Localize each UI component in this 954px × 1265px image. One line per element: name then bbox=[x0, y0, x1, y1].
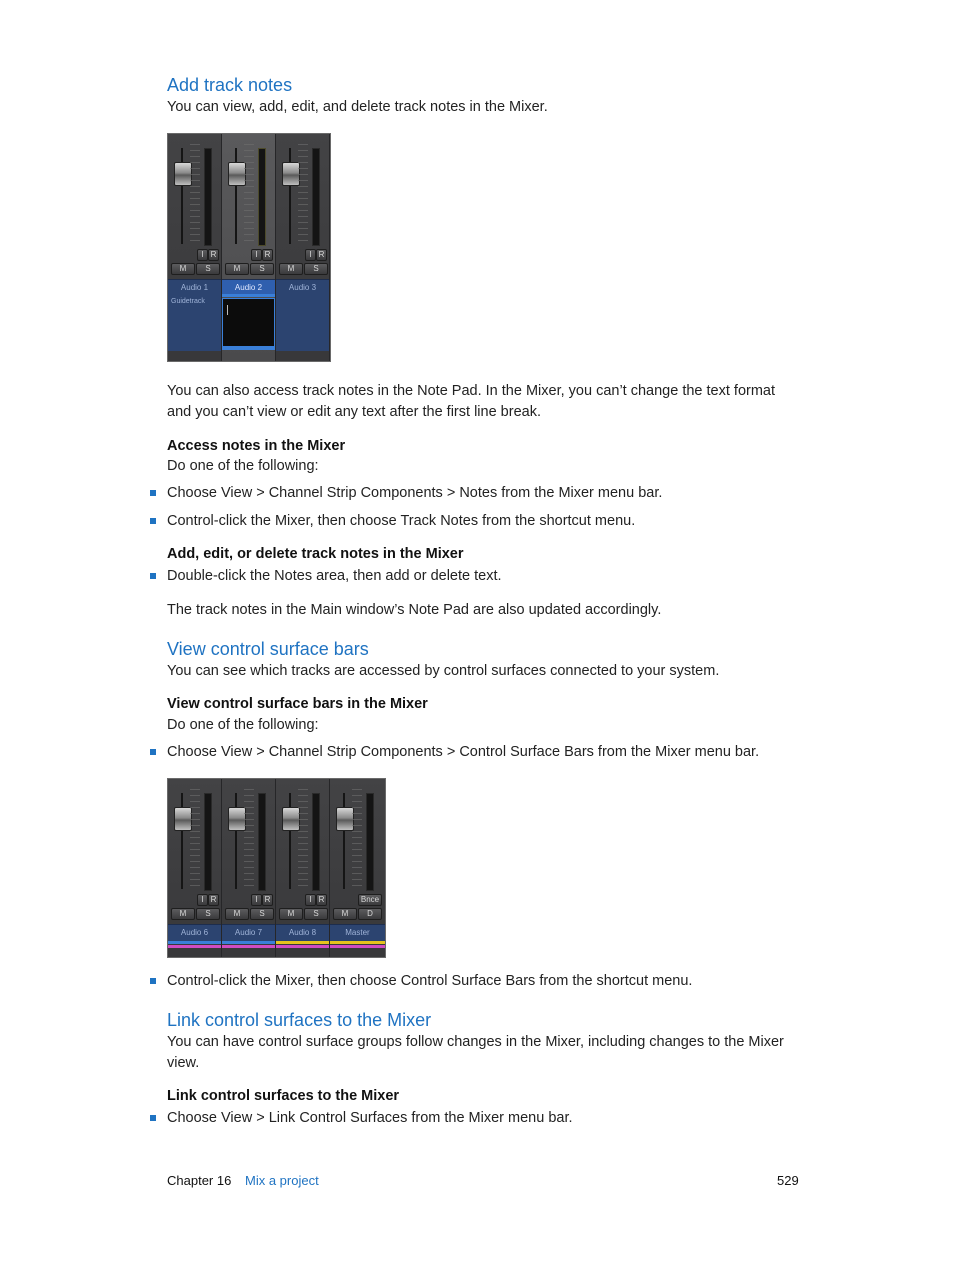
track-name[interactable]: Master bbox=[330, 924, 385, 941]
section-intro: You can view, add, edit, and delete track notes in the Mixer. bbox=[167, 99, 548, 115]
dim-button[interactable]: D bbox=[358, 908, 382, 920]
text-cursor-icon bbox=[227, 305, 228, 315]
bullet-icon bbox=[150, 518, 156, 524]
bullet-icon bbox=[150, 573, 156, 579]
section-heading-view-control-surface-bars: View control surface bars bbox=[167, 639, 369, 659]
level-meter bbox=[258, 793, 266, 891]
channel-strip-selected bbox=[222, 134, 276, 361]
level-meter bbox=[204, 148, 212, 246]
track-name[interactable]: Audio 1 bbox=[168, 279, 221, 296]
input-monitor-button[interactable]: I bbox=[305, 894, 316, 906]
mute-button[interactable]: M bbox=[333, 908, 357, 920]
page-number: 529 bbox=[777, 1173, 799, 1188]
task-title: Add, edit, or delete track notes in the Mixer bbox=[167, 546, 464, 562]
mixer-control-surface-screenshot bbox=[167, 778, 386, 958]
mixer-notes-screenshot bbox=[167, 133, 331, 362]
task-title: Access notes in the Mixer bbox=[167, 438, 346, 454]
level-meter bbox=[366, 793, 374, 891]
input-monitor-button[interactable]: I bbox=[305, 249, 316, 261]
paragraph: You can also access track notes in the Note Pad. In the Mixer, you can’t change the text format and you can’t view or edit any text after the first line break. bbox=[167, 383, 776, 420]
notes-area[interactable] bbox=[168, 296, 221, 351]
control-surface-bar bbox=[168, 945, 221, 948]
record-enable-button[interactable]: R bbox=[316, 894, 327, 906]
footer-chapter-link[interactable]: Mix a project bbox=[245, 1173, 319, 1188]
task-title: View control surface bars in the Mixer bbox=[167, 696, 428, 712]
control-surface-bar bbox=[330, 945, 385, 948]
record-enable-button[interactable]: R bbox=[262, 894, 273, 906]
mute-button[interactable]: M bbox=[171, 263, 195, 275]
bullet-icon bbox=[150, 1115, 156, 1121]
master-channel-strip bbox=[330, 779, 385, 957]
input-monitor-button[interactable]: I bbox=[197, 249, 208, 261]
bullet-icon bbox=[150, 490, 156, 496]
task-lead: Do one of the following: bbox=[167, 717, 319, 733]
solo-button[interactable]: S bbox=[250, 263, 274, 275]
control-surface-bar bbox=[222, 945, 275, 948]
task-title: Link control surfaces to the Mixer bbox=[167, 1088, 400, 1104]
track-name[interactable]: Audio 8 bbox=[276, 924, 329, 941]
track-name[interactable]: Audio 7 bbox=[222, 924, 275, 941]
bullet-icon bbox=[150, 749, 156, 755]
channel-strip bbox=[276, 134, 330, 361]
notes-edit-field[interactable] bbox=[222, 298, 275, 347]
control-surface-bar bbox=[330, 941, 385, 944]
solo-button[interactable]: S bbox=[196, 263, 220, 275]
bounce-button[interactable]: Bnce bbox=[358, 894, 382, 906]
solo-button[interactable]: S bbox=[196, 908, 220, 920]
mute-button[interactable]: M bbox=[279, 263, 303, 275]
level-meter bbox=[312, 148, 320, 246]
track-note-text: Guidetrack bbox=[171, 298, 205, 305]
channel-strip bbox=[222, 779, 276, 957]
level-meter bbox=[312, 793, 320, 891]
channel-strip bbox=[276, 779, 330, 957]
input-monitor-button[interactable]: I bbox=[251, 894, 262, 906]
mute-button[interactable]: M bbox=[225, 263, 249, 275]
control-surface-bar bbox=[276, 941, 329, 944]
channel-strip bbox=[168, 779, 222, 957]
level-meter bbox=[258, 148, 266, 246]
section-intro: You can see which tracks are accessed by control surfaces connected to your system. bbox=[167, 663, 720, 679]
section-intro: You can have control surface groups follow changes in the Mixer, including changes to the Mixer view. bbox=[167, 1034, 784, 1071]
record-enable-button[interactable]: R bbox=[208, 894, 219, 906]
mute-button[interactable]: M bbox=[225, 908, 249, 920]
track-name[interactable]: Audio 6 bbox=[168, 924, 221, 941]
input-monitor-button[interactable]: I bbox=[197, 894, 208, 906]
record-enable-button[interactable]: R bbox=[262, 249, 273, 261]
record-enable-button[interactable]: R bbox=[208, 249, 219, 261]
section-heading-link-control-surfaces: Link control surfaces to the Mixer bbox=[167, 1010, 432, 1030]
control-surface-bar bbox=[222, 941, 275, 944]
level-meter bbox=[204, 793, 212, 891]
control-surface-bar bbox=[276, 945, 329, 948]
solo-button[interactable]: S bbox=[304, 263, 328, 275]
solo-button[interactable]: S bbox=[250, 908, 274, 920]
notes-area[interactable] bbox=[276, 296, 329, 351]
footer-chapter: Chapter 16 bbox=[167, 1173, 232, 1188]
track-name[interactable]: Audio 3 bbox=[276, 279, 329, 296]
mute-button[interactable]: M bbox=[279, 908, 303, 920]
control-surface-bar bbox=[168, 941, 221, 944]
channel-strip bbox=[168, 134, 222, 361]
section-heading-add-track-notes: Add track notes bbox=[167, 75, 293, 95]
mute-button[interactable]: M bbox=[171, 908, 195, 920]
record-enable-button[interactable]: R bbox=[316, 249, 327, 261]
solo-button[interactable]: S bbox=[304, 908, 328, 920]
task-lead: Do one of the following: bbox=[167, 458, 319, 474]
input-monitor-button[interactable]: I bbox=[251, 249, 262, 261]
paragraph: The track notes in the Main window’s Note Pad are also updated accordingly. bbox=[167, 602, 662, 618]
track-name[interactable]: Audio 2 bbox=[222, 279, 275, 296]
bullet-icon bbox=[150, 978, 156, 984]
